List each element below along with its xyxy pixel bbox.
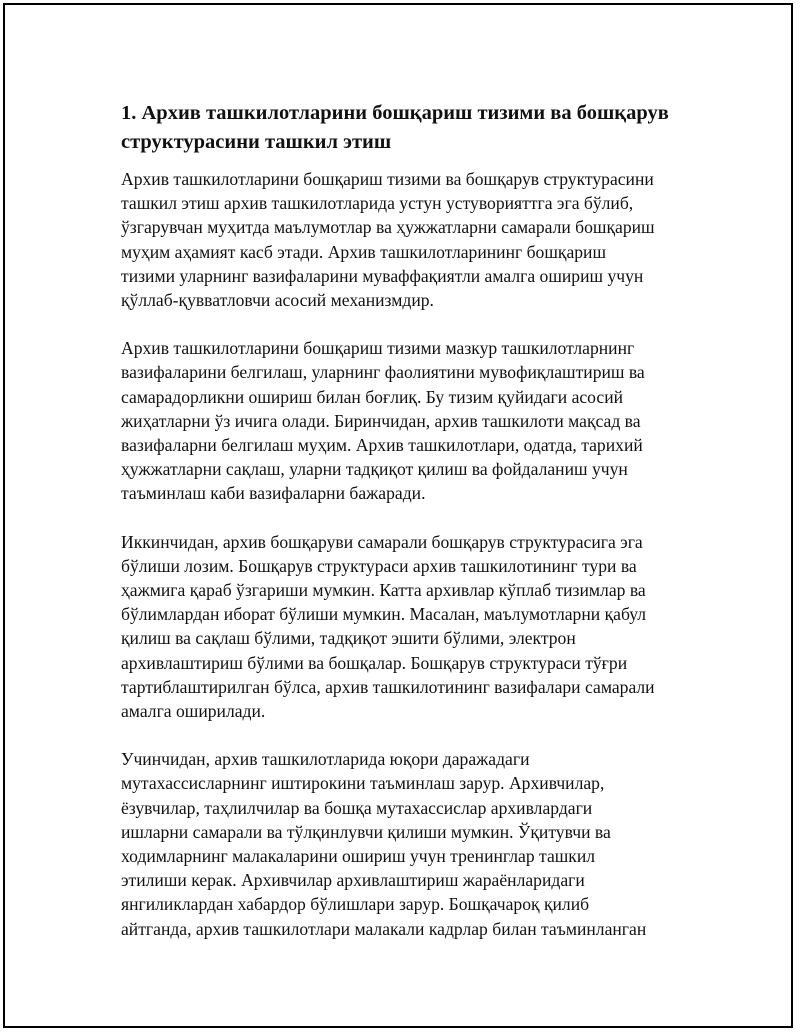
text-line: Учинчидан, архив ташкилотларида юқори даражадаги — [121, 749, 530, 770]
text-line: айтганда, архив ташкилотлари малакали кадрлар билан таъминланган — [121, 918, 647, 939]
text-line: мутахассисларнинг иштирокини таъминлаш зарур. Архивчилар, — [121, 773, 605, 794]
text-line: янгиликлардан хабардор бўлишлари зарур. Бошқачароқ қилиб — [121, 894, 590, 915]
text-line: ёзувчилар, таҳлилчилар ва бошқа мутахассислар архивлардаги — [121, 797, 593, 818]
text-line: тизими уларнинг вазифаларини муваффақиятли амалга ошириш учун — [121, 265, 644, 286]
document-page — [3, 3, 793, 1028]
text-line: ташкил этиш архив ташкилотларида устун устуворияттга эга бўлиб, — [121, 193, 634, 214]
text-line: ўзгарувчан муҳитда маълумотлар ва ҳужжатларни самарали бошқариш — [121, 217, 655, 238]
section-heading — [121, 99, 695, 157]
text-line: тартиблаштирилган бўлса, архив ташкилотининг вазифалари самарали — [121, 676, 655, 697]
text-line: самарадорликни ошириш билан боғлиқ. Бу тизим қуйидаги асосий — [121, 386, 624, 407]
text-line: архивлаштириш бўлими ва бошқалар. Бошқарув структураси тўғри — [121, 652, 628, 673]
text-line: Архив ташкилотларини бошқариш тизими ва бошқарув структурасини — [121, 169, 654, 189]
text-line: ишларни самарали ва тўлқинлувчи қилиши мумкин. Ўқитувчи ва — [121, 821, 611, 842]
paragraph-4 — [121, 747, 695, 941]
document-body — [121, 99, 695, 965]
paragraph-1 — [121, 167, 695, 312]
text-line: ходимларнинг малакаларини ошириш учун тренинглар ташкил — [121, 846, 596, 867]
text-line: ҳажмига қараб ўзгариши мумкин. Катта архивлар кўплаб тизимлар ва — [121, 580, 646, 601]
paragraph-3 — [121, 530, 695, 724]
text-line: Архив ташкилотларини бошқариш тизими мазкур ташкилотларнинг — [121, 338, 635, 359]
text-line: муҳим аҳамият касб этади. Архив ташкилотларининг бошқариш — [121, 241, 607, 262]
text-line: бўлиши лозим. Бошқарув структураси архив ташкилотининг тури ва — [121, 555, 637, 576]
text-line: амалга оширилади. — [121, 701, 266, 722]
paragraph-2 — [121, 336, 695, 505]
heading-line: структурасини ташкил этиш — [121, 131, 392, 153]
heading-line: 1. Архив ташкилотларини бошқариш тизими ва бошқарув — [121, 102, 669, 124]
text-line: жиҳатларни ўз ичига олади. Биринчидан, архив ташкилоти мақсад ва — [121, 410, 641, 431]
text-line: бўлимлардан иборат бўлиши мумкин. Масалан, маълумотларни қабул — [121, 604, 647, 625]
text-line: этилиши керак. Архивчилар архивлаштириш жараёнларидаги — [121, 870, 585, 891]
text-line: таъминлаш каби вазифаларни бажаради. — [121, 483, 426, 504]
text-line: вазифаларини белгилаш, уларнинг фаолиятини мувофиқлаштириш ва — [121, 362, 645, 383]
text-line: ҳужжатларни сақлаш, уларни тадқиқот қилиш ва фойдаланиш учун — [121, 459, 628, 480]
text-line: қўллаб-қувватловчи асосий механизмдир. — [121, 290, 434, 311]
text-line: Иккинчидан, архив бошқаруви самарали бошқарув структурасига эга — [121, 531, 643, 552]
text-line: қилиш ва сақлаш бўлими, тадқиқот эшити бўлими, электрон — [121, 628, 576, 649]
text-line: вазифаларни белгилаш муҳим. Архив ташкилотлари, одатда, тарихий — [121, 435, 643, 456]
